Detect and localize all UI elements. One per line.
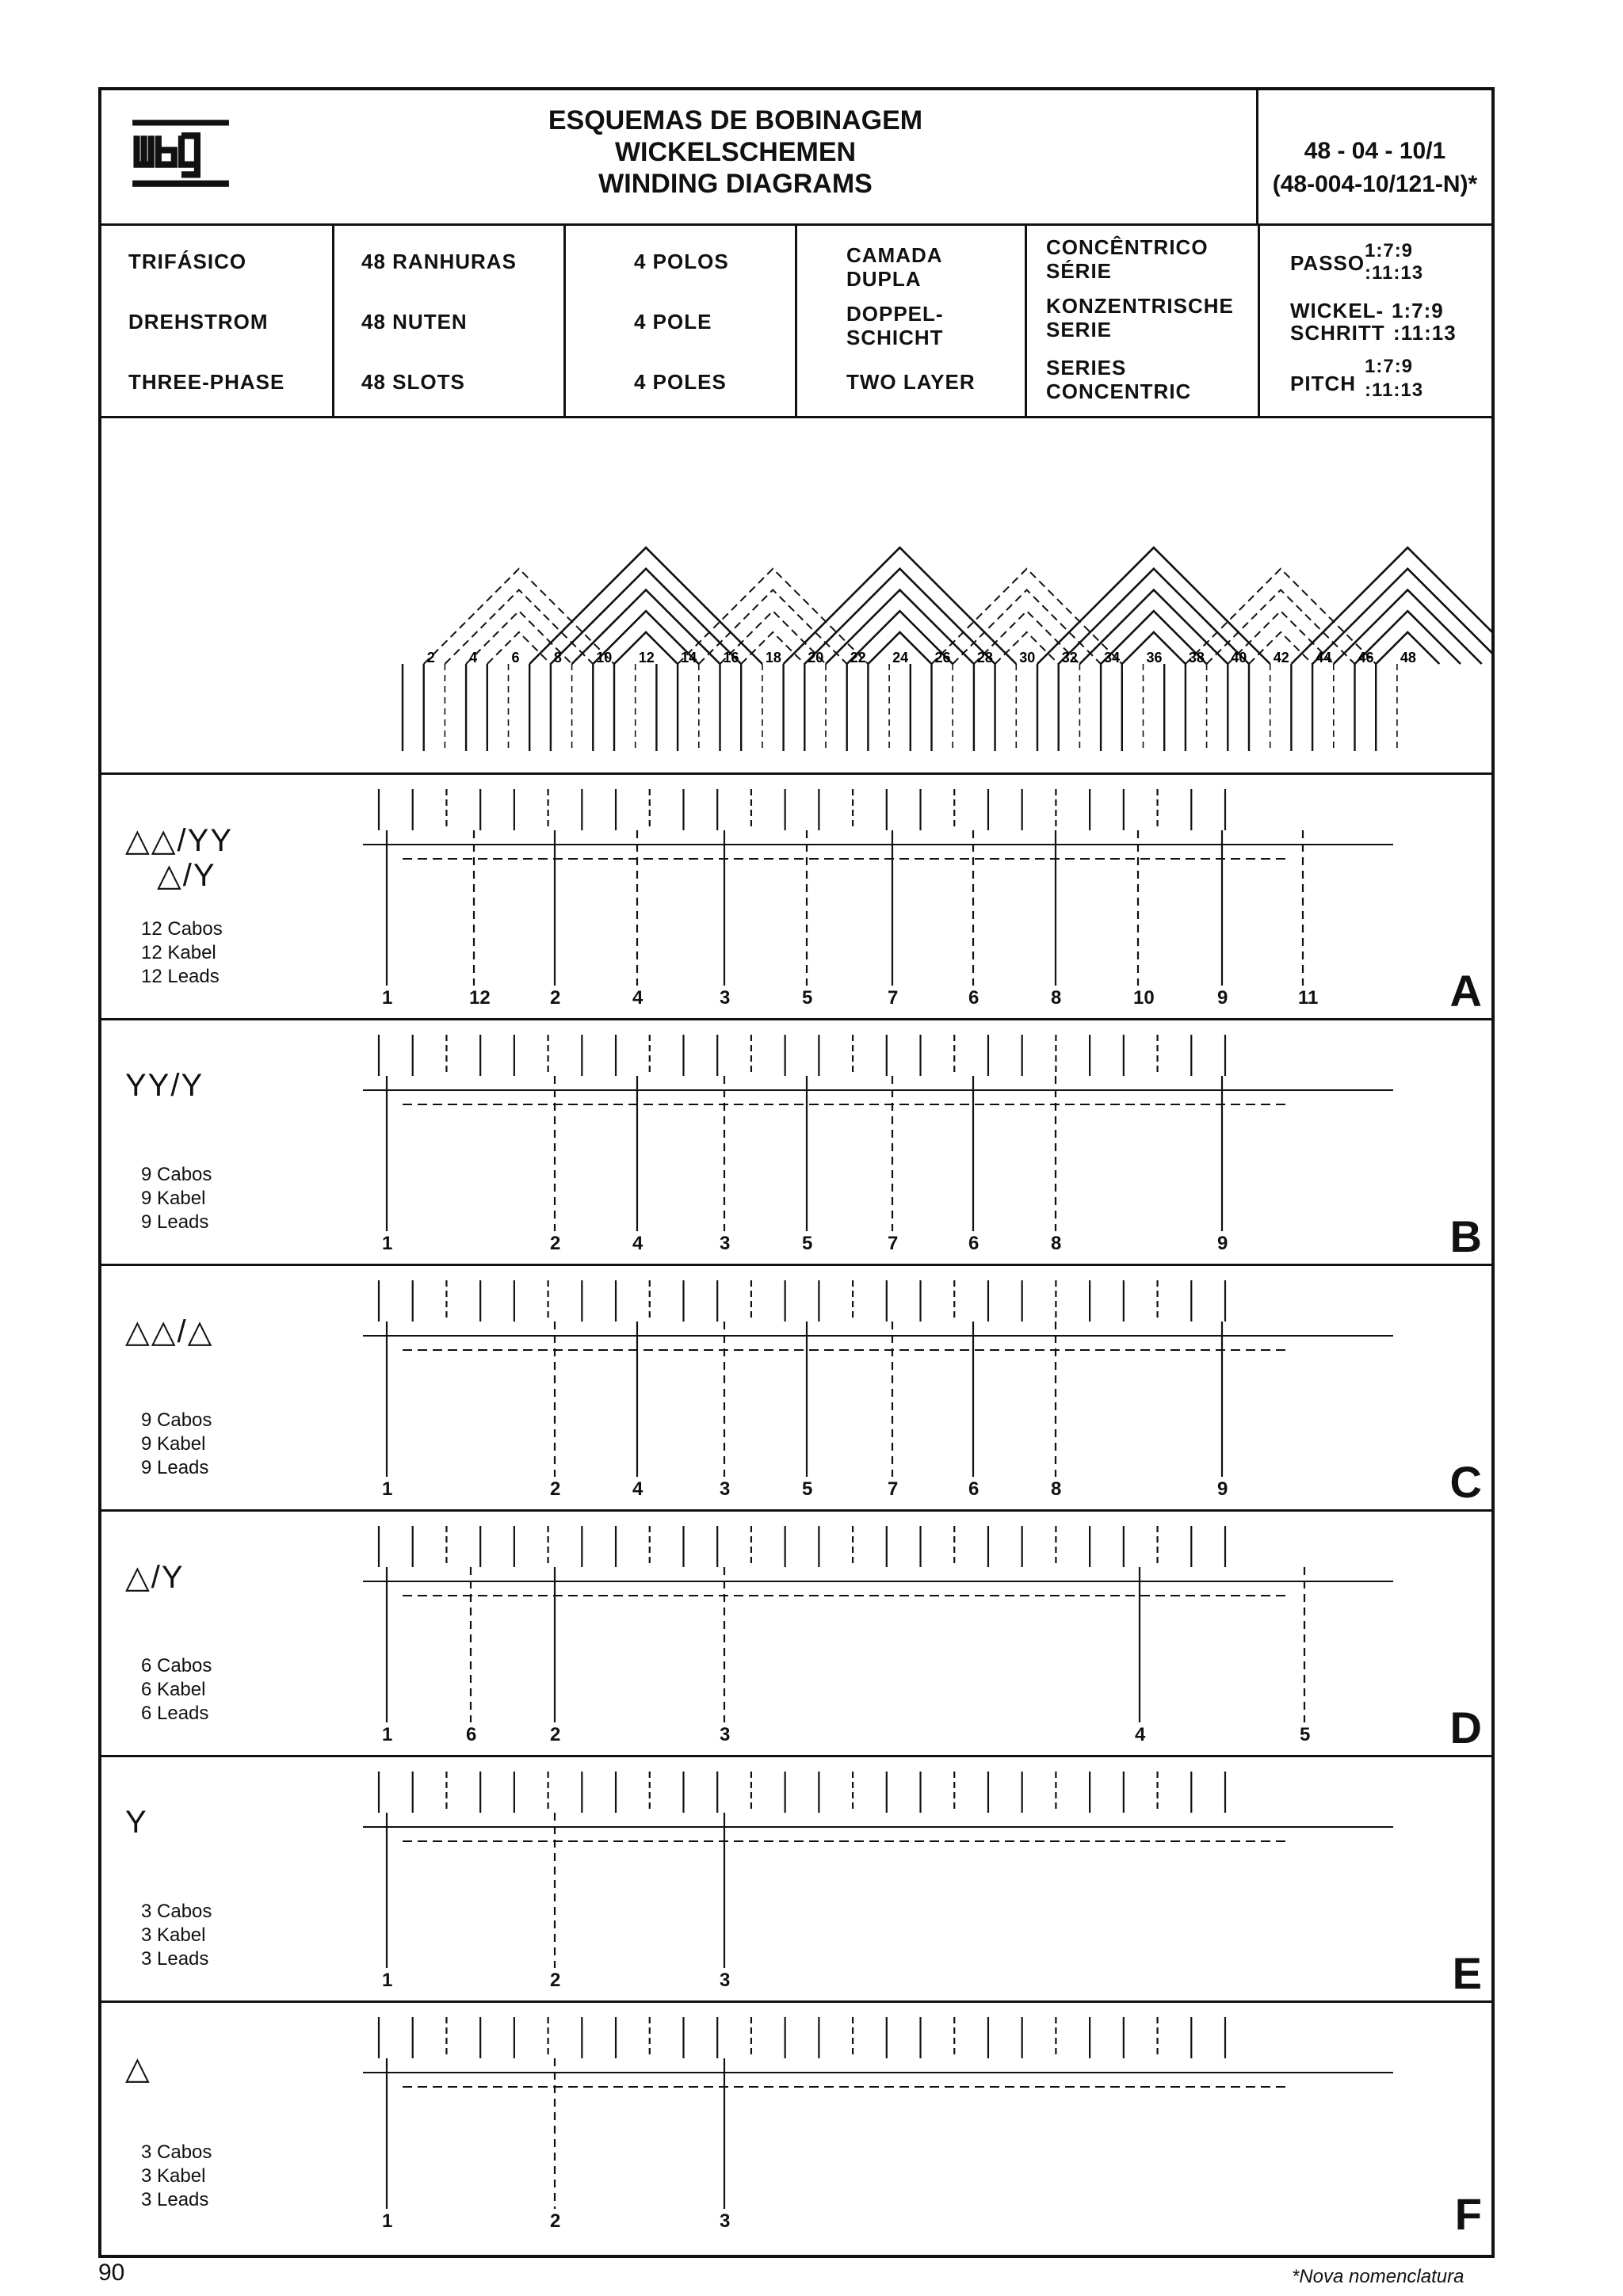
connection-symbol-2: △/Υ <box>157 858 216 893</box>
connection-symbol: △△/△ <box>125 1314 214 1349</box>
pitch-en-a: 1:7:9 <box>1365 356 1414 377</box>
lead-label: 2 <box>550 1724 561 1745</box>
pitch-pt-a: 1:7:9 <box>1365 240 1414 261</box>
slot-number: 16 <box>723 650 739 666</box>
coil-15 <box>1037 547 1270 664</box>
slot-number: 38 <box>1188 650 1205 666</box>
spec-phase-de: DREHSTROM <box>128 310 269 334</box>
cable-line: 9 Kabel <box>141 1188 206 1209</box>
cable-line: 9 Cabos <box>141 1409 212 1431</box>
lead-label: 2 <box>550 1478 561 1500</box>
slot-number: 32 <box>1061 650 1078 666</box>
slot-number: 14 <box>681 650 697 666</box>
panel-letter: C <box>1449 1457 1482 1507</box>
lead-label: 2 <box>550 1970 561 1991</box>
slot-number: 2 <box>426 650 435 666</box>
slot-number: 34 <box>1104 650 1121 666</box>
connection-lines <box>101 1020 1491 1266</box>
spec-poles-pt: 4 POLOS <box>634 250 729 273</box>
pitch-pt-label: PASSO <box>1290 251 1365 275</box>
lead-label: 4 <box>632 987 643 1009</box>
spec-slots-de: 48 NUTEN <box>361 310 468 334</box>
lead-label: 1 <box>382 1478 393 1500</box>
cable-count <box>141 1654 212 1726</box>
slot-number: 46 <box>1358 650 1374 666</box>
cable-line: 3 Kabel <box>141 1924 206 1946</box>
connection-symbol: △△/ΥΥ <box>125 823 233 858</box>
weg-logo <box>125 114 236 193</box>
spec-table <box>101 223 1491 418</box>
slot-number: 18 <box>765 650 781 666</box>
lead-label: 8 <box>1051 1233 1062 1254</box>
lead-label: 1 <box>382 1233 393 1254</box>
title-de: WICKELSCHEMEN <box>614 137 857 167</box>
slot-number: 40 <box>1231 650 1247 666</box>
spec-type-6: CONCENTRIC <box>1046 379 1192 403</box>
spec-layer-2: DUPLA <box>846 267 922 291</box>
winding-diagram <box>101 418 1491 775</box>
pitch-en-label: PITCH <box>1290 372 1356 395</box>
diagram-sheet <box>98 87 1495 2258</box>
lead-label: 6 <box>968 987 980 1009</box>
lead-label: 1 <box>382 2210 393 2232</box>
connection-symbol: △/Υ <box>125 1560 185 1595</box>
spec-layer <box>797 226 1027 416</box>
spec-phase <box>101 226 334 416</box>
pitch-pt-b: :11:13 <box>1365 262 1424 284</box>
lead-label: 7 <box>888 1233 899 1254</box>
spec-layer-4: SCHICHT <box>846 326 944 349</box>
connection-lines <box>101 1512 1491 1757</box>
coil-5 <box>529 547 762 664</box>
lead-label: 11 <box>1298 987 1319 1009</box>
panel-letter: E <box>1452 1948 1482 1998</box>
slot-number: 48 <box>1400 650 1416 666</box>
spec-slots <box>334 226 566 416</box>
cable-count <box>141 917 223 989</box>
lead-label: 4 <box>632 1233 643 1254</box>
cable-line: 3 Leads <box>141 2189 209 2210</box>
lead-label: 5 <box>802 1233 813 1254</box>
lead-label: 3 <box>720 2210 731 2232</box>
pitch-de-a: 1:7:9 <box>1392 299 1444 322</box>
cable-line: 3 Cabos <box>141 2142 212 2163</box>
footnote: *Nova nomenclatura <box>1292 2266 1465 2287</box>
connection-panel-f <box>101 2003 1491 2244</box>
pitch-de-b: :11:13 <box>1393 321 1457 345</box>
lead-label: 9 <box>1217 1233 1228 1254</box>
connection-lines <box>101 2003 1491 2244</box>
lead-label: 5 <box>802 1478 813 1500</box>
connection-panel-b <box>101 1020 1491 1266</box>
cable-line: 3 Cabos <box>141 1901 212 1922</box>
panel-letter: F <box>1454 2189 1482 2239</box>
lead-label: 8 <box>1051 1478 1062 1500</box>
connection-panel-c <box>101 1266 1491 1512</box>
spec-type-4: SERIE <box>1046 318 1113 341</box>
slot-number: 24 <box>892 650 909 666</box>
pitch-de-label2: SCHRITT <box>1290 321 1385 345</box>
spec-layer-1: CAMADA <box>846 243 943 267</box>
lead-label: 2 <box>550 1233 561 1254</box>
slot-number: 42 <box>1273 650 1289 666</box>
cable-count <box>141 1163 212 1234</box>
lead-label: 2 <box>550 2210 561 2232</box>
cable-line: 6 Leads <box>141 1703 209 1724</box>
lead-label: 3 <box>720 1970 731 1991</box>
connection-lines <box>101 775 1491 1020</box>
title-block <box>339 105 1132 200</box>
spec-type-1: CONCÊNTRICO <box>1046 235 1209 259</box>
slot-number: 26 <box>934 650 951 666</box>
spec-layer-3: DOPPEL- <box>846 302 944 326</box>
pitch-de-label1: WICKEL- <box>1290 299 1384 322</box>
spec-poles <box>566 226 797 416</box>
slot-number: 8 <box>553 650 562 666</box>
slot-number: 30 <box>1019 650 1036 666</box>
spec-type-5: SERIES <box>1046 356 1127 379</box>
lead-label: 4 <box>1135 1724 1146 1745</box>
cable-line: 3 Leads <box>141 1948 209 1970</box>
spec-slots-pt: 48 RANHURAS <box>361 250 517 273</box>
panel-letter: D <box>1449 1703 1482 1753</box>
code-box <box>1256 90 1491 223</box>
slot-number: 12 <box>638 650 655 666</box>
lead-label: 9 <box>1217 1478 1228 1500</box>
lead-label: 1 <box>382 1724 393 1745</box>
connection-symbol: Υ <box>125 1805 148 1840</box>
lead-label: 3 <box>720 1233 731 1254</box>
lead-label: 12 <box>469 987 491 1009</box>
lead-label: 7 <box>888 1478 899 1500</box>
connection-lines <box>101 1757 1491 2003</box>
cable-line: 12 Cabos <box>141 918 223 940</box>
spec-type-3: KONZENTRISCHE <box>1046 294 1234 318</box>
diagram-code-new: (48-004-10/121-N)* <box>1272 171 1478 197</box>
lead-label: 8 <box>1051 987 1062 1009</box>
connection-panel-e <box>101 1757 1491 2003</box>
lead-label: 10 <box>1133 987 1155 1009</box>
slot-number: 6 <box>511 650 520 666</box>
connection-panel-d <box>101 1512 1491 1757</box>
lead-label: 2 <box>550 987 561 1009</box>
cable-line: 6 Cabos <box>141 1655 212 1676</box>
cable-line: 12 Kabel <box>141 942 216 963</box>
connection-symbol: △ <box>125 2051 151 2086</box>
lead-label: 6 <box>968 1233 980 1254</box>
spec-pitch <box>1260 226 1491 416</box>
cable-line: 12 Leads <box>141 966 220 987</box>
spec-poles-de: 4 POLE <box>634 310 712 334</box>
cable-line: 6 Kabel <box>141 1679 206 1700</box>
diagram-code: 48 - 04 - 10/1 <box>1304 138 1446 164</box>
slot-number: 20 <box>808 650 824 666</box>
lead-label: 9 <box>1217 987 1228 1009</box>
slot-number: 36 <box>1146 650 1163 666</box>
spec-layer-5: TWO LAYER <box>846 370 976 394</box>
connection-panel-a <box>101 775 1491 1020</box>
spec-phase-pt: TRIFÁSICO <box>128 250 247 273</box>
lead-label: 6 <box>466 1724 477 1745</box>
lead-label: 3 <box>720 1724 731 1745</box>
lead-label: 3 <box>720 1478 731 1500</box>
pitch-en-b: :11:13 <box>1365 379 1424 401</box>
title-pt: ESQUEMAS DE BOBINAGEM <box>548 105 923 135</box>
cable-count <box>141 1900 212 1971</box>
panel-letter: B <box>1449 1211 1482 1261</box>
slot-number: 22 <box>850 650 866 666</box>
lead-label: 7 <box>888 987 899 1009</box>
cable-line: 3 Kabel <box>141 2165 206 2187</box>
spec-type-2: SÉRIE <box>1046 259 1113 283</box>
cable-line: 9 Leads <box>141 1211 209 1233</box>
lead-label: 5 <box>1300 1724 1311 1745</box>
lead-label: 4 <box>632 1478 643 1500</box>
lead-label: 6 <box>968 1478 980 1500</box>
panel-letter: A <box>1449 966 1482 1016</box>
cable-line: 9 Kabel <box>141 1433 206 1455</box>
connection-lines <box>101 1266 1491 1512</box>
coil-10 <box>784 547 1017 664</box>
cable-line: 9 Leads <box>141 1457 209 1478</box>
cable-count <box>141 1409 212 1480</box>
cable-line: 9 Cabos <box>141 1164 212 1185</box>
lead-label: 1 <box>382 1970 393 1991</box>
slot-number: 44 <box>1316 650 1332 666</box>
title-en: WINDING DIAGRAMS <box>598 169 873 199</box>
page-number: 90 <box>98 2260 125 2286</box>
slot-number: 4 <box>469 650 478 666</box>
connection-symbol: ΥΥ/Υ <box>125 1068 204 1103</box>
spec-slots-en: 48 SLOTS <box>361 370 465 394</box>
cable-count <box>141 2141 212 2212</box>
lead-label: 3 <box>720 987 731 1009</box>
spec-type <box>1027 226 1260 416</box>
lead-label: 1 <box>382 987 393 1009</box>
lead-label: 5 <box>802 987 813 1009</box>
winding-coils <box>101 418 1491 772</box>
spec-poles-en: 4 POLES <box>634 370 727 394</box>
slot-number: 28 <box>976 650 993 666</box>
slot-number: 10 <box>596 650 613 666</box>
spec-phase-en: THREE-PHASE <box>128 370 285 394</box>
